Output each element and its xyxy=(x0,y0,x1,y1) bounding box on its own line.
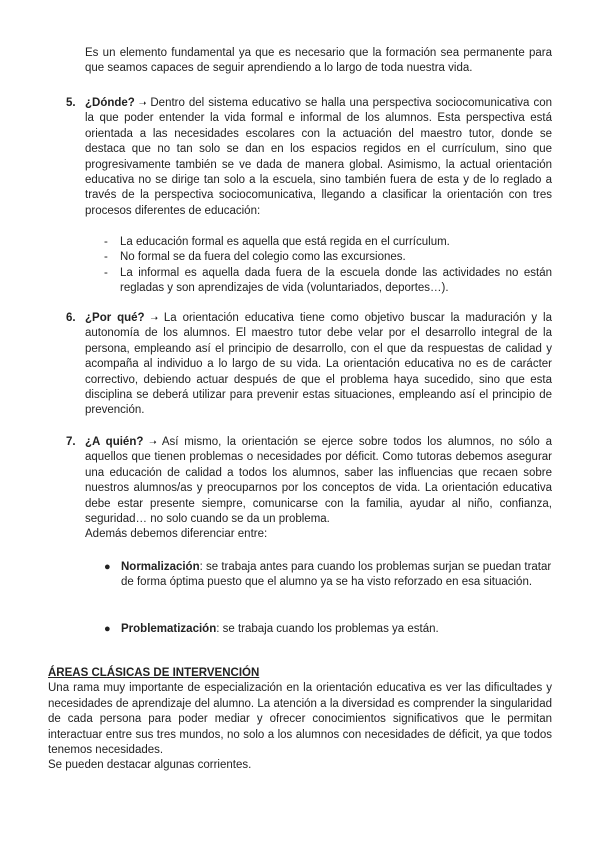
areas-section xyxy=(48,666,552,774)
list-item: - No formal se da fuera del colegio como las excursiones. xyxy=(104,250,552,265)
section-body: Una rama muy importante de especialización en la orientación educativa es ver las dificultades y necesidades de aprendizaje del alumno. La atención a la diversidad es comprender la singularidad de cada persona para poder mediar y ofrecer conocimientos significativos que le permitan interactuar entre sus tres mundos, no solo a los alumnos con necesidades de déficit, ya que todos tenemos necesidades. xyxy=(48,682,552,757)
dash-icon: - xyxy=(104,251,108,264)
bullet-icon: ● xyxy=(104,623,111,635)
arrow-icon: ➝ xyxy=(138,98,147,108)
list-item: - La educación formal es aquella que está regida en el currículum. xyxy=(104,235,552,250)
list-item: - La informal es aquella dada fuera de la escuela donde las actividades no están regladas y son aprendizajes de vida (voluntariados, deportes…). xyxy=(104,266,552,295)
item-text xyxy=(85,435,552,543)
list-item-por-que xyxy=(66,311,552,419)
bullet-icon: ● xyxy=(104,561,111,573)
item-extra: Además debemos diferenciar entre: xyxy=(85,528,268,541)
bullet-text: : se trabaja cuando los problemas ya están. xyxy=(216,623,439,635)
bullet-term: Problematización xyxy=(121,623,217,635)
item-number: 6. xyxy=(66,312,76,324)
item-body: La orientación educativa tiene como objetivo buscar la maduración y la autonomía de los alumnos. El maestro tutor debe velar por el desarrollo integral de la persona, empleando así el principio de desarrollo, con el que da respuestas de calidad y acompaña al individuo a lo largo de su vida. La orientación educativa no es de carácter correctivo, debiendo actuar después de que el problema haya sucedido, sino que esta disciplina se deberá utilizar para prevenir estas situaciones, empleando así el principio de prevención. xyxy=(85,312,552,417)
list-item-donde xyxy=(66,96,552,219)
item-body: Dentro del sistema educativo se halla una perspectiva sociocomunicativa con la que poder entender la vida formal e informal de los alumnos. Esta perspectiva está orientada a las necesidades escolares con la actuación del maestro tutor, donde se destaca que no tan solo se dan en los espacios regidos en el currículum, sino que progresivamente también se ve dada de manera global. Asimismo, la actual orientación educativa no se dirige tan solo a la escuela, sino también fuera de esta y de lo reglado a través de la perspectiva sociocomunicativa, llegando a clasificar la orientación con tres procesos diferentes de educación: xyxy=(85,97,552,217)
section-closing: Se pueden destacar algunas corrientes. xyxy=(48,759,252,772)
item-number: 7. xyxy=(66,436,76,448)
bullet-term: Normalización xyxy=(121,561,200,573)
item-question: ¿A quién? xyxy=(85,436,144,448)
item-question: ¿Por qué? xyxy=(85,312,145,324)
section-heading: ÁREAS CLÁSICAS DE INTERVENCIÓN xyxy=(48,667,260,679)
bullet-text: : se trabaja antes para cuando los problemas surjan se puedan tratar de forma óptima puesto que el alumno ya se ha visto reforzado en esa situación. xyxy=(121,561,552,589)
arrow-icon: ➝ xyxy=(150,313,158,323)
item-body: Así mismo, la orientación se ejerce sobre todos los alumnos, no sólo a aquellos que tienen problemas o necesidades por déficit. Como tutoras debemos asegurar una educación de calidad a todos los alumnos, saber las influencias que recaen sobre nuestros alumnos/as y preocuparnos por los conceptos de vida. La orientación educativa debe estar presente siempre, comunicarse con la familia, ayudar al niño, confianza, seguridad… no solo cuando se da un problema. xyxy=(85,436,552,526)
intro-paragraph: Es un elemento fundamental ya que es necesario que la formación sea permanente para que seamos capaces de seguir aprendiendo a lo largo de toda nuestra vida. xyxy=(85,47,552,75)
dash-icon: - xyxy=(104,266,108,279)
bullet-problematizacion xyxy=(104,622,552,637)
item-question: ¿Dónde? xyxy=(85,97,135,109)
item-number: 5. xyxy=(66,97,76,109)
education-types-list xyxy=(104,235,552,297)
item-text xyxy=(85,96,552,219)
list-item-a-quien xyxy=(66,435,552,543)
item-text xyxy=(85,311,552,419)
arrow-icon: ➝ xyxy=(149,437,157,447)
bullet-normalizacion xyxy=(104,560,552,591)
dash-icon: - xyxy=(104,236,108,248)
